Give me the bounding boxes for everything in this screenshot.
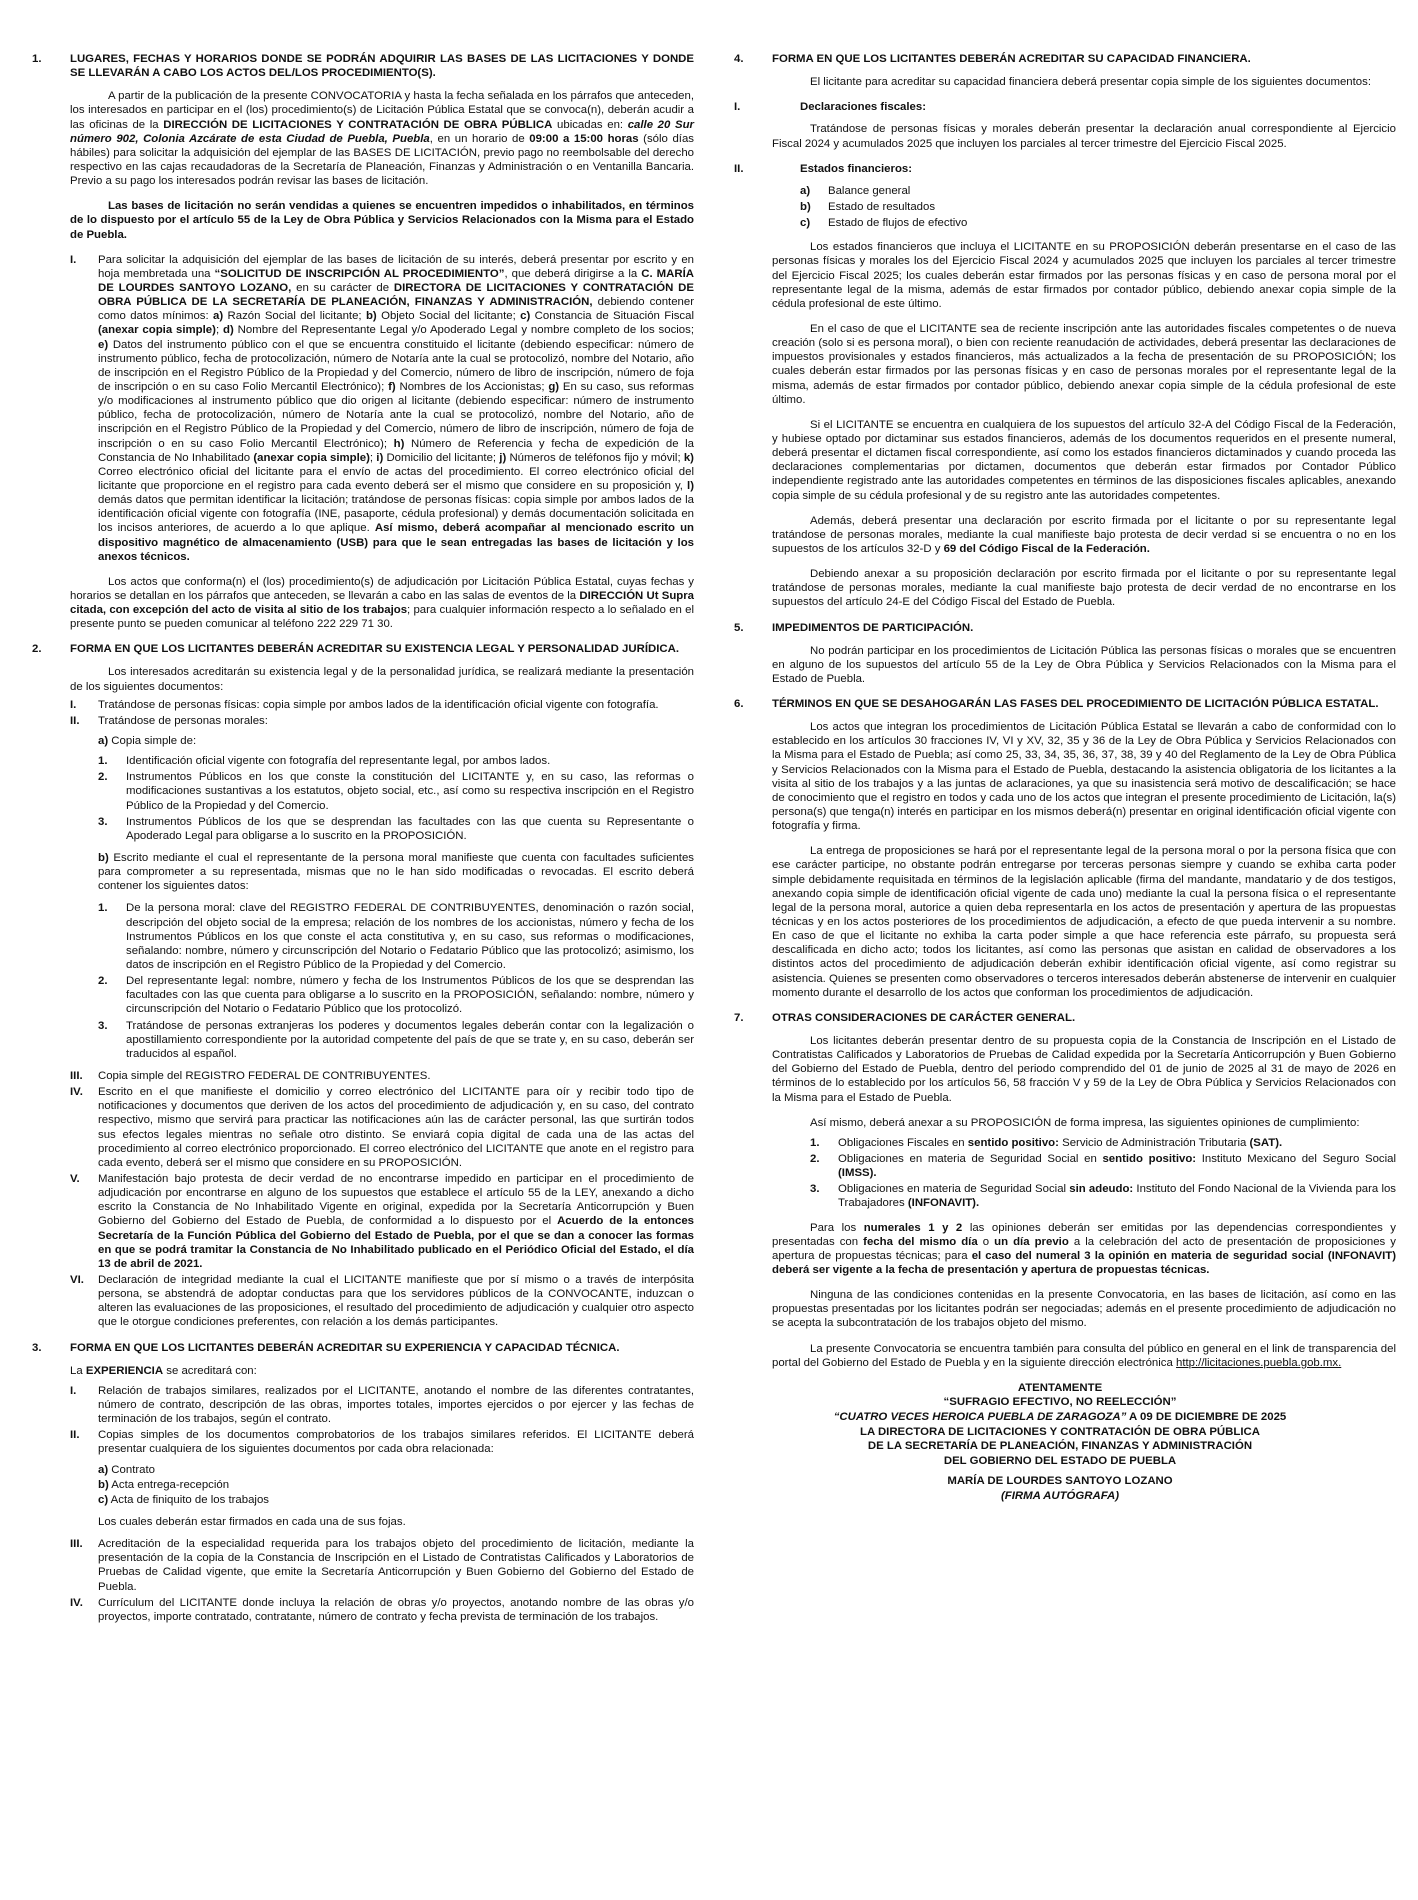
section-7-heading: 7. OTRAS CONSIDERACIONES DE CARÁCTER GENERAL. — [734, 1011, 1076, 1024]
section-1-paragraph-3: Los actos que conforma(n) el (los) procedimiento(s) de adjudicación por Licitación Pública Estatal, cuyas fechas y horarios se detallan en los párrafos que anteceden, se llevarán a cabo en las salas de eventos de la DIRECCIÓN Ut Supra citada, con excepción del acto de visita al sitio de los trabajos; para cualquier información respecto a lo señalado en el presente punto se pueden comunicar al teléfono 222 229 71 30. — [70, 575, 694, 631]
right-column: 4. FORMA EN QUE LOS LICITANTES DEBERÁN ACREDITAR SU CAPACIDAD FINANCIERA. El licitante para acreditar su capacidad financiera deberá presentar copia simple de los siguientes documentos: I. Declaraciones fiscales: Tratándose de personas físicas y morales deberán presentar la declaración anual correspondiente al Ejercicio Fiscal 2024 y acumulados 2025 que incluyen los parciales al tercer trimestre del Ejercicio Fiscal 2025. II. Estados financieros: a) Balance general b) Estado de resultados c) Estado de flujos de efectivo Los estados financieros que incluya el LICITANTE en su PROPOSICIÓN deberán presentarse en el caso de las personas físicas y morales los del Ejercicio Fiscal 2024 y acumulados 2025 que incluyen los parciales al tercer trimestre del Ejercicio Fiscal 2025; los cuales deberán estar firmados por las personas físicas y en caso de persona moral por el representante legal de la misma, además de estar firmados por contador público, debiendo anexar copia simple de la cédula profesional de este último. En el caso de que el LICITANTE sea de reciente inscripción ante las autoridades fiscales competentes o de nueva creación (solo si es persona moral), o bien con reciente reanudación de actividades, deberá presentar las declaraciones de impuestos provisionales y estados financieros, más actualizados a la fecha de presentación de su PROPOSICIÓN; los cuales deberán estar firmados por las personas físicas y en caso de personas morales por el representante legal de la misma, además de estar firmados por contador público, debiendo anexar copia simple de la cédula profesional de este último. Si el LICITANTE se encuentra en cualquiera de los supuestos del artículo 32-A del Código Fiscal de la Federación, y hubiese optado por dictaminar sus estados financieros, además de los documentos requeridos en el presente numeral, deberá presentar el dictamen fiscal correspondiente, así como los estados financieros dictaminados y cuando proceda las declaraciones complementarias por dictamen, documentos que deberán estar firmados por Contador Público independiente registrado ante las autoridades competentes en términos de las disposiciones fiscales aplicables, anexando copia simple de su cédula profesional y de su registro ante las autoridades competentes. Además, deberá presentar una declaración por escrito firmada por el licitante o por su representante legal tratándose de personas morales, mediante la cual manifieste bajo protesta de decir verdad si se encuentra o no en los supuestos de los artículos 32-D y 69 del Código Fiscal de la Federación. Debiendo anexar a su proposición declaración por escrito firmada por el licitante o por su representante legal tratándose de personas morales, mediante la cual manifieste bajo protesta de decir verdad de no encontrarse en los supuestos del artículo 24-E del Código Fiscal del Estado de Puebla. 5. IMPEDIMENTOS DE PARTICIPACIÓN. No podrán participar en los procedimientos de Licitación Pública las personas físicas o morales que se encuentren en alguno de los supuestos del artículo 55 de la Ley de Obra Pública y Servicios Relacionados con la Misma para el Estado de Puebla. 6. TÉRMINOS EN QUE SE DESAHOGARÁN LAS FASES DEL PROCEDIMIENTO DE LICITACIÓN PÚBLICA ESTATAL. Los actos que integran los procedimientos de Licitación Pública Estatal se llevarán a cabo de conformidad con lo establecido en los artículos 30 fracciones IV, VI y XV, 32, 35 y 36 de la Ley de Obra Pública y Servicios Relacionados con la Misma para el Estado de Puebla; así como 25, 33, 34, 35, 36, 37, 38, 39 y 40 del Reglamento de la Ley de Obra Pública y Servicios Relacionados con la Misma para el Estado de Puebla, destacando la asistencia obligatoria de los licitantes a la visita al sitio de los trabajos y a las juntas de aclaraciones, ya que su inasistencia será motivo de descalificación; se hace de conocimiento que el registro en todos y cada uno de los actos que integran el presente procedimiento de Licitación, la(s) persona(s) que tenga(n) interés en participar en los mismos deberá(n) presentar en original identificación oficial vigente con fotografía y firma. La entrega de proposiciones se hará por el representante legal de la persona moral o por la persona física que con ese carácter participe, no obstante podrán entregarse por terceras personas siempre y cuando se exhiba carta poder simple debidamente requisitada en términos de la legislación aplicable (firma del mandante, mandatario y de dos testigos, anexando copia simple de identificación oficial vigente de cada uno) mediante la cual la persona física o el representante legal de la persona moral, autorice a quien deba representarla en los actos de presentación y apertura de las propuestas técnicas y en los actos posteriores de los procedimientos de adjudicación, a efecto de que pueda intervenir a su nombre. En caso de que el licitante no exhiba la carta poder simple a que hace referencia este párrafo, su propuesta será descalificada en dicho acto; todos los licitantes, así como las personas que asistan en calidad de observadores a los distintos actos del procedimiento de adjudicación deberán exhibir identificación oficial vigente, así como registrar su asistencia. Quienes se presenten como observadores o terceros interesados deberán abstenerse de intervenir en cualquier momento durante el desarrollo de los actos que conforman los procedimientos de adjudicación. 7. OTRAS CONSIDERACIONES DE CARÁCTER GENERAL. Los licitantes deberán presentar dentro de su propuesta copia de la Constancia de Inscripción en el Listado de Contratistas Calificados y Laboratorios de Pruebas de Calidad expedida por la Secretaría Anticorrupción y Buen Gobierno del Gobierno del Estado de Puebla, dentro del periodo comprendido del 01 de junio de 2025 al 31 de mayo de 2026 en términos de lo establecido por los artículos 56, 58 fracción V y 59 de la Ley de Obra Pública y Servicios Relacionados con la Misma para el Estado de Puebla. Así mismo, deberá anexar a su PROPOSICIÓN de forma impresa, las siguientes opiniones de cumplimiento: 1. Obligaciones Fiscales en sentido positivo: Servicio de Administración Tributaria (SAT). 2. Obligaciones en materia de Seguridad Social en sentido positivo: Instituto Mexicano del Seguro Social (IMSS). 3. Obligaciones en materia de Seguridad Social sin adeudo: Instituto del Fondo Nacional de la Vivienda para los Trabajadores (INFONAVIT). Para los numerales 1 y 2 las opiniones deberán ser emitidas por las dependencias correspondientes y presentadas con fecha del mismo día o un día previo a la celebración del acto de presentación de proposiciones y apertura de propuestas técnicas; para el caso del numeral 3 la opinión en materia de seguridad social (INFONAVIT) deberá ser vigente a la fecha de presentación y apertura de propuestas técnicas. Ninguna de las condiciones contenidas en la presente Convocatoria, en las bases de licitación, así como en las propuestas presentadas por los licitantes podrán ser negociadas; además en el presente procedimiento de adjudicación no se acepta la subcontratación de los trabajos objeto del mismo. La presente Convocatoria se encuentra también para consulta del público en general en el link de transparencia del portal del Gobierno del Estado de Puebla y en la siguiente dirección electrónica http://licitaciones.puebla.gob.mx. ATENTAMENTE “SUFRAGIO EFECTIVO, NO REELECCIÓN” “CUATRO VECES HEROICA PUEBLA DE ZARAGOZA” A 09 DE DICIEMBRE DE 2025 LA DIRECTORA DE LICITACIONES Y CONTRATACIÓN DE OBRA PÚBLICA DE LA SECRETARÍA DE PLANEACIÓN, FINANZAS Y ADMINISTRACIÓN DEL GOBIERNO DEL ESTADO DE PUEBLA MARÍA DE LOURDES SANTOYO LOZANO (FIRMA AUTÓGRAFA) — [724, 52, 1396, 1900]
section-2-intro: Los interesados acreditarán su existencia legal y de la personalidad jurídica, se realizará mediante la presentación de los siguientes documentos: — [70, 666, 694, 693]
section-6-heading: 6. TÉRMINOS EN QUE SE DESAHOGARÁN LAS FASES DEL PROCEDIMIENTO DE LICITACIÓN PÚBLICA ESTATAL. — [734, 698, 1379, 711]
section-1-item-i: I. Para solicitar la adquisición del ejemplar de las bases de licitación de su interés, deberá presentar por escrito y en hoja membretada una “SOLICITUD DE INSCRIPCIÓN AL PROCEDIMIENTO”, que deberá dirigirse a la C. MARÍA DE LOURDES SANTOYO LOZANO, en su carácter de DIRECTORA DE LICITACIONES Y CONTRATACIÓN DE OBRA PÚBLICA DE LA SECRETARÍA DE PLANEACIÓN, FINANZAS Y ADMINISTRACIÓN, debiendo contener como datos mínimos: a) Razón Social del licitante; b) Objeto Social del licitante; c) Constancia de Situación Fiscal (anexar copia simple); d) Nombre del Representante Legal y/o Apoderado Legal y nombre completo de los socios; e) Datos del instrumento público con el que se encuentra constituido el licitante (debiendo especificar: número de instrumento público, fecha de protocolización, número de Notaría ante la cual se protocolizó, nombre del Notario, año de inscripción en el Registro Público de la Propiedad y del Comercio, número de libro de inscripción, número de foja de inscripción o en su caso Folio Mercantil Electrónico); f) Nombres de los Accionistas; g) En su caso, sus reformas y/o modificaciones al instrumento público que dio origen al licitante (debiendo especificar: número de instrumento público, fecha de protocolización, número de Notaría ante la cual se protocolizó, nombre del Notario, año de inscripción en el Registro Público de la Propiedad y del Comercio, número de libro de inscripción, número de foja de inscripción o en su caso Folio Mercantil Electrónico); h) Número de Referencia y fecha de expedición de la Constancia de No Inhabilitado (anexar copia simple); i) Domicilio del licitante; j) Números de teléfonos fijo y móvil; k) Correo electrónico oficial del licitante para el envío de actas del procedimiento. El correo electrónico oficial del licitante que proporcione en el registro para cada evento deberá ser el mismo que considere en su proposición y, l) demás datos que permitan identificar la licitación; tratándose de personas físicas: copia simple por ambos lados de la identificación oficial vigente con fotografía (INE, pasaporte, cédula profesional) y demás documentación solicitada en los incisos anteriores, de acuerdo a lo que aplique. Así mismo, deberá acompañar al mencionado escrito un dispositivo magnético de almacenamiento (USB) para que le sean entregadas las bases de licitación y los anexos técnicos. — [70, 253, 695, 563]
section-2-list: I. Tratándose de personas físicas: copia simple por ambos lados de la identificación oficial vigente con fotografía. II. Tratándose de personas morales: a) Copia simple de: 1. Identificación oficial vigente con fotografía del representante legal, por ambos lados. 2. Instrumentos Públicos en los que conste la constitución del LICITANTE y, en su caso, las reformas o modificaciones sustantivas a los estatutos, objeto social, etc., así como su respectiva inscripción en el Registro Público de la Propiedad y del Comercio. 3. Instrumentos Públicos de los que se desprendan las facultades con las que cuenta su Representante o Apoderado Legal para obligarse a lo suscrito en la PROPOSICIÓN. b) Escrito mediante el cual el representante de la persona moral manifieste que cuenta con facultades suficientes para comprometer a su representada, mismas que no le han sido modificadas o revocadas. El escrito deberá contener los siguientes datos: 1. De la persona moral: clave del REGISTRO FEDERAL DE CONTRIBUYENTES, denominación o razón social, descripción del objeto social de la empresa; relación de los nombres de los accionistas, número y fecha de los Instrumentos Públicos en los que conste el acta constitutiva y, en su caso, sus reformas o modificaciones, señalando: nombre, número y circunscripción del Notario o Fedatario Público que las protocolizó; asimismo, los datos de inscripción en el Registro Público de la Propiedad y del Comercio. 2. Del representante legal: nombre, número y fecha de los Instrumentos Públicos de los que se desprendan las facultades con las que cuenta para obligarse a lo suscrito en la PROPOSICIÓN, señalando: nombre, número y circunscripción del Notario o Fedatario Público que los protocolizó. 3. Tratándose de personas extranjeras los poderes y documentos legales deberán contar con la legalización o apostillamiento correspondiente por la autoridad competente del país de que se trate y, en su caso, deberán ser traducidos al español. III. Copia simple del REGISTRO FEDERAL DE CONTRIBUYENTES. IV. Escrito en el que manifieste el domicilio y correo electrónico del LICITANTE para oír y recibir todo tipo de notificaciones y documentos que deriven de los actos del procedimiento de adjudicación y, en su caso, del contrato respectivo, mismo que servirá para practicar las notificaciones aún las de carácter personal, las que surtirán todos sus efectos legales mientras no señale otro distinto. Se enviará copia digital de cada una de las actas del procedimiento al correo electrónico proporcionado. El correo electrónico del LICITANTE que anote en el registro para cada evento, deberá ser el mismo que considere en su PROPOSICIÓN. V. Manifestación bajo protesta de decir verdad de no encontrarse impedido en participar en el procedimiento de adjudicación por encontrarse en alguno de los supuestos que establece el artículo 55 de la LEY, anexando a dicho escrito la Constancia de No Inhabilitado Vigente en original, expedida por la Secretaría Anticorrupción y Buen Gobierno del Gobierno del Estado de Puebla, de conformidad a lo dispuesto por el Acuerdo de la entonces Secretaría de la Función Pública del Gobierno del Estado de Puebla, por el que se dan a conocer las formas en que se podrá tramitar la Constancia de No Inhabilitado publicado en el Periódico Oficial del Estado, el día 13 de abril de 2021. VI. Declaración de integridad mediante la cual el LICITANTE manifieste que por sí mismo o a través de interpósita persona, se abstendrá de adoptar conductas para que los servidores públicos de la CONVOCANTE, induzcan o alteren las evaluaciones de las proposiciones, el resultado del procedimiento de adjudicación y cualquier otro aspecto que le otorgue condiciones preferentes, con relación a los demás participantes. — [70, 698, 694, 1329]
section-3-heading: 3. FORMA EN QUE LOS LICITANTES DEBERÁN ACREDITAR SU EXPERIENCIA Y CAPACIDAD TÉCNICA. — [32, 1341, 620, 1354]
section-7-body: Los licitantes deberán presentar dentro de su propuesta copia de la Constancia de Inscripción en el Listado de Contratistas Calificados y Laboratorios de Pruebas de Calidad expedida por la Secretaría Anticorrupción y Buen Gobierno del Gobierno del Estado de Puebla, dentro del periodo comprendido del 01 de junio de 2025 al 31 de mayo de 2026 en términos de lo establecido por los artículos 56, 58 fracción V y 59 de la Ley de Obra Pública y Servicios Relacionados con la Misma para el Estado de Puebla. Así mismo, deberá anexar a su PROPOSICIÓN de forma impresa, las siguientes opiniones de cumplimiento: 1. Obligaciones Fiscales en sentido positivo: Servicio de Administración Tributaria (SAT). 2. Obligaciones en materia de Seguridad Social en sentido positivo: Instituto Mexicano del Seguro Social (IMSS). 3. Obligaciones en materia de Seguridad Social sin adeudo: Instituto del Fondo Nacional de la Vivienda para los Trabajadores (INFONAVIT). Para los numerales 1 y 2 las opiniones deberán ser emitidas por las dependencias correspondientes y presentadas con fecha del mismo día o un día previo a la celebración del acto de presentación de proposiciones y apertura de propuestas técnicas; para el caso del numeral 3 la opinión en materia de seguridad social (INFONAVIT) deberá ser vigente a la fecha de presentación y apertura de propuestas técnicas. Ninguna de las condiciones contenidas en la presente Convocatoria, en las bases de licitación, así como en las propuestas presentadas por los licitantes podrán ser negociadas; además en el presente procedimiento de adjudicación no se acepta la subcontratación de los trabajos objeto del mismo. La presente Convocatoria se encuentra también para consulta del público en general en el link de transparencia del portal del Gobierno del Estado de Puebla y en la siguiente dirección electrónica http://licitaciones.puebla.gob.mx. — [772, 1035, 1397, 1369]
section-1-paragraph-1: A partir de la publicación de la presente CONVOCATORIA y hasta la fecha señalada en los párrafos que anteceden, los interesados en participar en el (los) procedimiento(s) de Licitación Pública Estatal que se convoca(n), deberán acudir a las oficinas de la DIRECCIÓN DE LICITACIONES Y CONTRATACIÓN DE OBRA PÚBLICA ubicadas en: calle 20 Sur número 902, Colonia Azcárate de esta Ciudad de Puebla, Puebla, en un horario de 09:00 a 15:00 horas (sólo días hábiles) para solicitar la adquisición del ejemplar de las BASES DE LICITACIÓN, previo pago no reembolsable del derecho respectivo en las cajas recaudadoras de la Secretaría de Planeación, Finanzas y Administración o en Ventanilla Bancaria. Previo a su pago los interesados podrán revisar las bases de licitación. — [70, 90, 694, 188]
section-2-heading: 2. FORMA EN QUE LOS LICITANTES DEBERÁN ACREDITAR SU EXISTENCIA LEGAL Y PERSONALIDAD JURÍDICA. — [32, 643, 680, 656]
section-1-heading: 1. LUGARES, FECHAS Y HORARIOS DONDE SE PODRÁN ADQUIRIR LAS BASES DE LAS LICITACIONES Y DONDE SE LLEVARÁN A CABO LOS ACTOS DEL/LOS PROCEDIMIENTO(S). — [32, 53, 694, 80]
licitaciones-link[interactable]: http://licitaciones.puebla.gob.mx. — [1176, 1356, 1342, 1369]
left-column — [22, 52, 694, 1900]
signature-note: (FIRMA AUTÓGRAFA) — [1000, 1489, 1120, 1502]
section-4-heading: 4. FORMA EN QUE LOS LICITANTES DEBERÁN ACREDITAR SU CAPACIDAD FINANCIERA. — [734, 53, 1251, 65]
section-5-paragraph: No podrán participar en los procedimientos de Licitación Pública las personas físicas o morales que se encuentren en alguno de los supuestos del artículo 55 de la Ley de Obra Pública y Servicios Relacionados con la Misma para el Estado de Puebla. — [772, 644, 1396, 685]
section-4-body: I. Declaraciones fiscales: Tratándose de personas físicas y morales deberán presentar la declaración anual correspondiente al Ejercicio Fiscal 2024 y acumulados 2025 que incluyen los parciales al tercer trimestre del Ejercicio Fiscal 2025. II. Estados financieros: a) Balance general b) Estado de resultados c) Estado de flujos de efectivo Los estados financieros que incluya el LICITANTE en su PROPOSICIÓN deberán presentarse en el caso de las personas físicas y morales los del Ejercicio Fiscal 2024 y acumulados 2025 que incluyen los parciales al tercer trimestre del Ejercicio Fiscal 2025; los cuales deberán estar firmados por las personas físicas y en caso de persona moral por el representante legal de la misma, además de estar firmados por contador público, debiendo anexar copia simple de la cédula profesional de este último. En el caso de que el LICITANTE sea de reciente inscripción ante las autoridades fiscales competentes o de nueva creación (solo si es persona moral), o bien con reciente reanudación de actividades, deberá presentar las declaraciones de impuestos provisionales y estados financieros, más actualizados a la fecha de presentación de su PROPOSICIÓN; los cuales deberán estar firmados por las personas físicas y en caso de personas morales por el representante legal de la misma, además de estar firmados por contador público, debiendo anexar copia simple de la cédula profesional de este último. Si el LICITANTE se encuentra en cualquiera de los supuestos del artículo 32-A del Código Fiscal de la Federación, y hubiese optado por dictaminar sus estados financieros, además de los documentos requeridos en el presente numeral, deberá presentar el dictamen fiscal correspondiente, así como los estados financieros dictaminados y cuando proceda las declaraciones complementarias por dictamen, documentos que deberán estar firmados por Contador Público independiente registrado ante las autoridades competentes en términos de las disposiciones fiscales aplicables, anexando copia simple de su cédula profesional y de su registro ante las autoridades competentes. Además, deberá presentar una declaración por escrito firmada por el licitante o por su representante legal tratándose de personas morales, mediante la cual manifieste bajo protesta de decir verdad si se encuentra o no en los supuestos de los artículos 32-D y 69 del Código Fiscal de la Federación. Debiendo anexar a su proposición declaración por escrito firmada por el licitante o por su representante legal tratándose de personas morales, mediante la cual manifieste bajo protesta de decir verdad de no encontrarse en los supuestos del artículo 24-E del Código Fiscal del Estado de Puebla. — [734, 101, 1396, 609]
signature-block: ATENTAMENTE “SUFRAGIO EFECTIVO, NO REELECCIÓN” “CUATRO VECES HEROICA PUEBLA DE ZARAGOZA” A 09 DE DICIEMBRE DE 2025 LA DIRECTORA DE LICITACIONES Y CONTRATACIÓN DE OBRA PÚBLICA DE LA SECRETARÍA DE PLANEACIÓN, FINANZAS Y ADMINISTRACIÓN DEL GOBIERNO DEL ESTADO DE PUEBLA MARÍA DE LOURDES SANTOYO LOZANO (FIRMA AUTÓGRAFA) — [724, 1381, 1396, 1504]
section-3-body: La EXPERIENCIA se acreditará con: I. Relación de trabajos similares, realizados por el LICITANTE, anotando el nombre de las diferentes contratantes, número de contrato, descripción de las obras, importes totales, importes ejercidos o por ejercer y las fechas de terminación de los trabajos, según el contrato. II. Copias simples de los documentos comprobatorios de los trabajos similares referidos. El LICITANTE deberá presentar cualquiera de los siguientes documentos por cada obra relacionada: a) Contrato b) Acta entrega-recepción c) Acta de finiquito de los trabajos Los cuales deberán estar firmados en cada una de sus fojas. III. Acreditación de la especialidad requerida para los trabajos objeto del procedimiento de licitación, mediante la presentación de la copia de la Constancia de Inscripción en el Listado de Contratistas Calificados y Laboratorios de Pruebas de Calidad vigente, que emite la Secretaría Anticorrupción y Buen Gobierno del Gobierno del Estado de Puebla. IV. Currículum del LICITANTE donde incluya la relación de obras y/o proyectos, anotando nombre de las obras y/o proyectos, importe contratado, contratante, número de contrato y fecha prevista de terminación de los trabajos. — [70, 1364, 694, 1623]
signatory-name: MARÍA DE LOURDES SANTOYO LOZANO — [947, 1475, 1173, 1488]
section-1-paragraph-2: Las bases de licitación no serán vendidas a quienes se encuentren impedidos o inhabilitados, en términos de lo dispuesto por el artículo 55 de la Ley de Obra Pública y Servicios Relacionados con la Misma para el Estado de Puebla. — [70, 200, 694, 241]
section-5-heading: 5. IMPEDIMENTOS DE PARTICIPACIÓN. — [734, 621, 974, 634]
section-1-body — [22, 89, 694, 241]
